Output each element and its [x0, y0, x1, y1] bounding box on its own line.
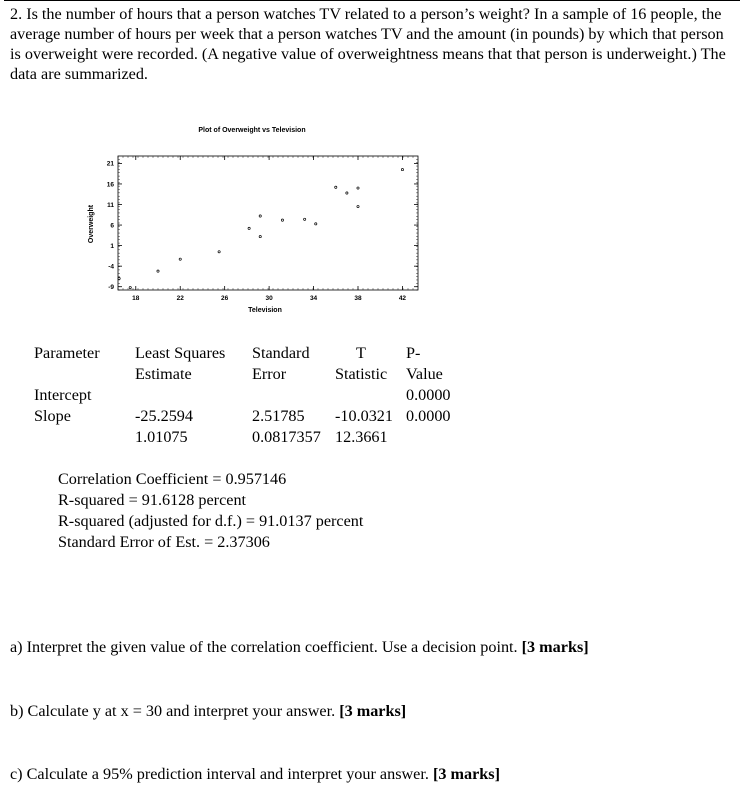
col-estimate	[135, 343, 225, 448]
stat-standard-error: Standard Error of Est. = 2.37306	[58, 533, 270, 551]
header-error-2: Error	[252, 365, 287, 383]
summary-stats	[58, 469, 363, 553]
y-tick-label: 11	[107, 201, 114, 209]
header-pvalue-2: P-	[406, 344, 421, 362]
plot-frame	[118, 156, 418, 290]
y-tick-label: 6	[110, 222, 114, 230]
data-point	[357, 187, 359, 189]
part-a-text: a) Interpret the given value of the correlation coefficient. Use a decision point.	[10, 638, 518, 656]
data-point	[315, 223, 317, 225]
data-point	[259, 215, 261, 217]
cell-slope-estimate: 1.01075	[135, 428, 188, 446]
x-tick-label: 38	[354, 295, 362, 302]
y-tick-label: 1	[110, 242, 114, 250]
cell-slope-error: 0.0817357	[252, 428, 321, 446]
header-pvalue-3: Value	[406, 365, 443, 383]
header-statistic-2: Statistic	[335, 365, 388, 383]
part-c-text: c) Calculate a 95% prediction interval and interpret your answer.	[10, 765, 429, 783]
data-point	[179, 258, 181, 260]
data-point	[304, 218, 306, 220]
data-point	[281, 219, 283, 221]
cell-intercept-estimate: -25.2594	[135, 407, 193, 425]
stat-r-squared-adjusted: R-squared (adjusted for d.f.) = 91.0137 percent	[58, 512, 364, 530]
stat-r-squared: R-squared = 91.6128 percent	[58, 491, 247, 509]
x-tick-label: 34	[309, 295, 318, 302]
plot-area	[107, 156, 418, 302]
x-tick-label: 30	[265, 295, 273, 302]
data-point	[335, 186, 337, 188]
data-point	[129, 286, 131, 288]
x-tick-label: 42	[398, 295, 407, 302]
y-tick-label: -4	[108, 263, 114, 271]
cell-intercept-error: 2.51785	[252, 407, 305, 425]
x-axis-label: Television	[248, 307, 282, 314]
cell-intercept-statistic: -10.0321	[335, 407, 393, 425]
data-point	[346, 192, 348, 194]
y-axis-label: Overweight	[88, 204, 95, 244]
stat-correlation: Correlation Coefficient = 0.957146	[58, 470, 287, 488]
cell-intercept-pvalue: 0.0000	[406, 386, 451, 404]
part-a	[10, 638, 589, 657]
part-b	[10, 702, 406, 721]
header-parameter-2: Parameter	[34, 344, 100, 362]
part-a-marks: [3 marks]	[521, 638, 589, 656]
data-point	[157, 270, 159, 272]
x-tick-label: 18	[132, 295, 140, 302]
question-text: 2. Is the number of hours that a person watches TV related to a person’s weight? In a sample of 16 people, the average number of hours per week that a person watches TV and the amount (in pounds) by which that person is overweight were recorded. (A negative value of overweightness means that that person is underweight.) The data are summarized.	[10, 5, 726, 83]
data-point	[401, 168, 403, 170]
x-tick-label: 26	[221, 295, 229, 302]
data-point	[218, 251, 220, 253]
part-c-marks: [3 marks]	[432, 765, 500, 783]
cell-slope-statistic: 12.3661	[335, 428, 388, 446]
part-c	[10, 765, 500, 784]
y-tick-label: -9	[108, 284, 114, 292]
x-tick-label: 22	[176, 295, 184, 302]
cell-slope-parameter: Slope	[34, 407, 71, 425]
header-statistic-1: T	[356, 344, 366, 362]
scatter-chart	[80, 118, 425, 318]
top-rule	[4, 0, 740, 1]
data-point	[248, 227, 250, 229]
header-error-1: Standard	[252, 344, 310, 362]
col-parameter	[34, 343, 100, 427]
chart-title: Plot of Overweight vs Television	[198, 127, 306, 134]
col-statistic	[335, 343, 393, 448]
y-tick-label: 21	[106, 160, 114, 168]
data-point	[118, 277, 120, 279]
header-estimate-2: Estimate	[135, 365, 192, 383]
header-estimate-1: Least Squares	[135, 344, 226, 362]
col-error	[252, 343, 321, 448]
y-tick-label: 16	[106, 181, 114, 189]
cell-slope-pvalue: 0.0000	[406, 407, 451, 425]
cell-intercept-parameter: Intercept	[34, 386, 92, 404]
data-point	[357, 205, 359, 207]
col-pvalue	[406, 343, 451, 427]
data-point	[259, 235, 261, 237]
part-b-text: b) Calculate y at x = 30 and interpret your answer.	[10, 702, 336, 720]
part-b-marks: [3 marks]	[339, 702, 407, 720]
